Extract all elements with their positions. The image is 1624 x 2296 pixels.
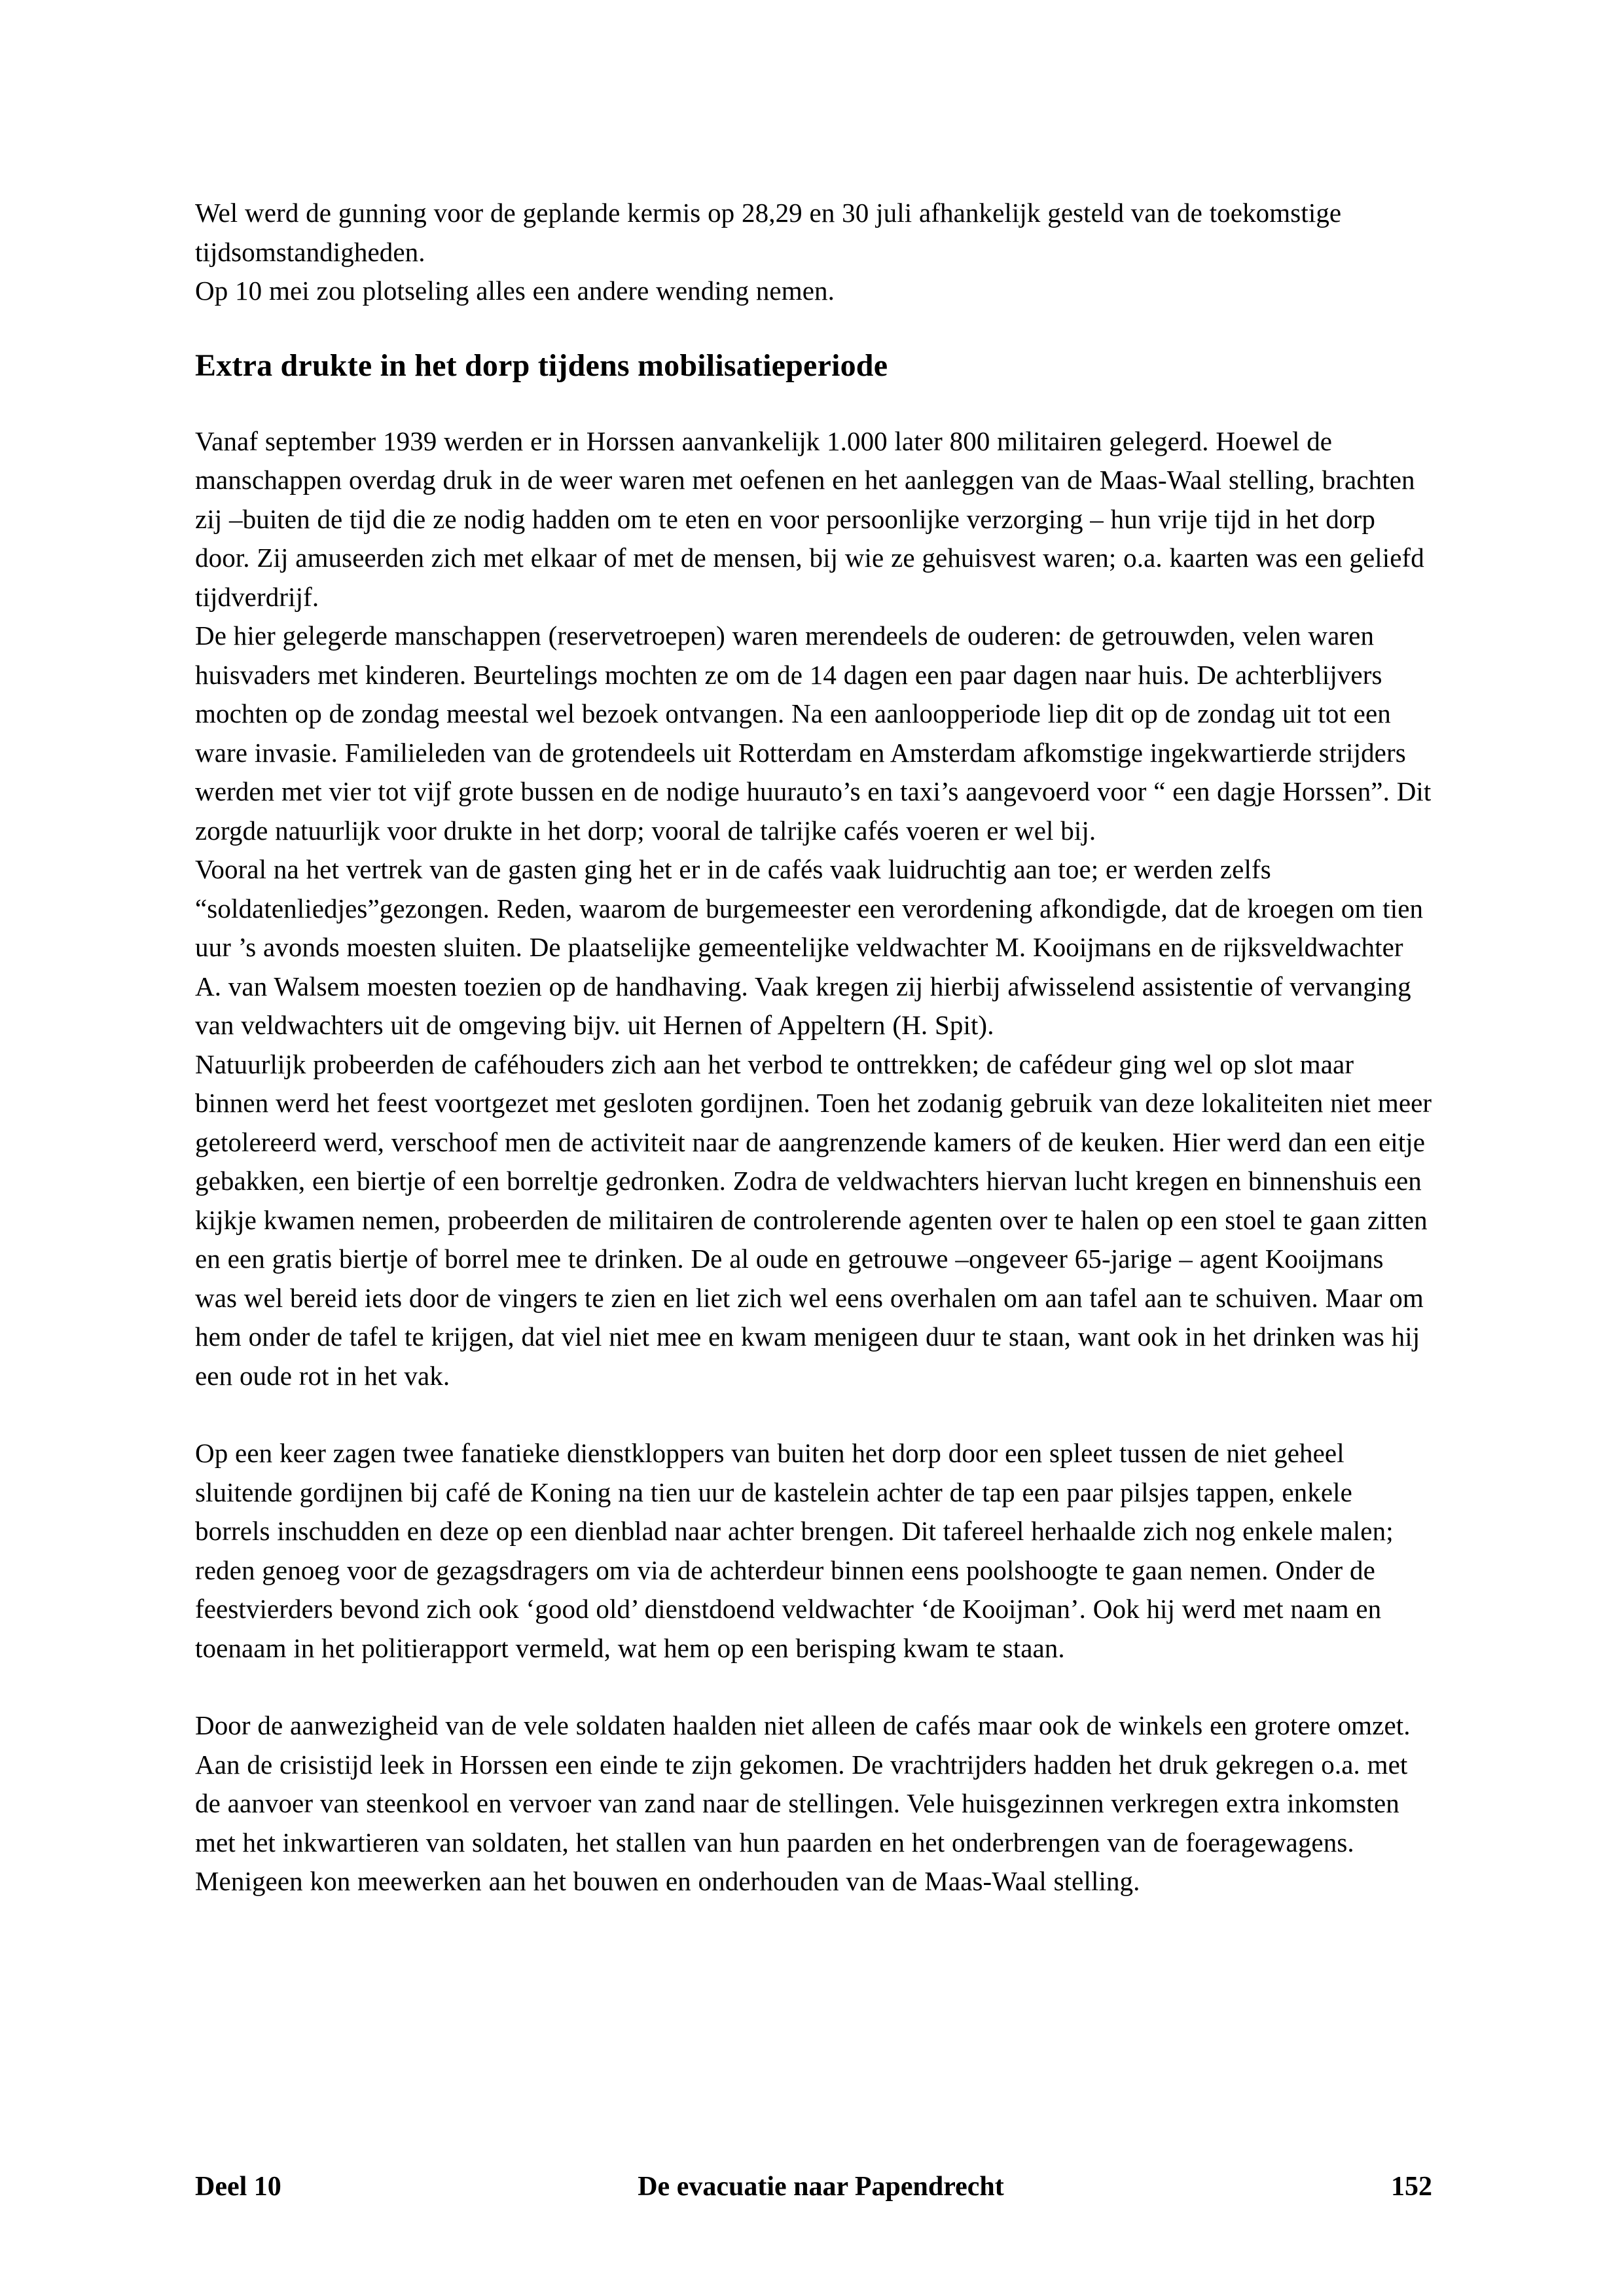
intro-line-2: Op 10 mei zou plotseling alles een andere wending nemen. xyxy=(195,276,835,306)
body-paragraph-4: Natuurlijk probeerden de caféhouders zich aan het verbod te onttrekken; de cafédeur ging wel op slot maar binnen werd het feest voortgezet met gesloten gordijnen. Toen het zodanig gebruik van deze lokaliteiten niet meer getolereerd werd, verschoof men de activiteit naar de aangrenzende kamers of de keuken. Hier werd dan een eitje gebakken, een biertje of een borreltje gedronken. Zodra de veldwachters hiervan lucht kregen en binnenshuis een kijkje kwamen nemen, probeerden de militairen de controlerende agenten over te halen op een stoel te gaan zitten en een gratis biertje of borrel mee te drinken. De al oude en getrouwe –ongeveer 65-jarige – agent Kooijmans was wel bereid iets door de vingers te zien en liet zich wel eens overhalen om aan tafel aan te schuiven. Maar om hem onder de tafel te krijgen, dat viel niet mee en kwam menigeen duur te staan, want ook in het drinken was hij een oude rot in het vak. xyxy=(195,1049,1432,1391)
footer-part-label: Deel 10 xyxy=(195,2172,281,2202)
body-paragraph-3: Vooral na het vertrek van de gasten ging het er in de cafés vaak luidruchtig aan toe; er werden zelfs “soldatenliedjes”gezongen. Reden, waarom de burgemeester een verordening afkondigde, dat de kroegen om tien uur ’s avonds moesten sluiten. De plaatselijke gemeentelijke veldwachter M. Kooijmans en de rijksveldwachter A. van Walsem moesten toezien op de handhaving. Vaak kregen zij hierbij afwisselend assistentie of vervanging van veldwachters uit de omgeving bijv. uit Hernen of Appeltern (H. Spit). xyxy=(195,854,1424,1040)
body-paragraph-2: De hier gelegerde manschappen (reservetroepen) waren merendeels de ouderen: de getrouwden, velen waren huisvaders met kinderen. Beurtelings mochten ze om de 14 dagen een paar dagen naar huis. De achterblijvers mochten op de zondag meestal wel bezoek ontvangen. Na een aanloopperiode liep dit op de zondag uit tot een ware invasie. Familieleden van de grotendeels uit Rotterdam en Amsterdam afkomstige ingekwartierde strijders werden met vier tot vijf grote bussen en de nodige huurauto’s en taxi’s aangevoerd voor “ een dagje Horssen”. Dit zorgde natuurlijk voor drukte in het dorp; vooral de talrijke cafés voeren er wel bij. xyxy=(195,620,1432,846)
paragraph-spacer-1 xyxy=(195,1395,1432,1434)
footer-page-number: 152 xyxy=(1391,2172,1432,2202)
footer-chapter-title: De evacuatie naar Papendrecht xyxy=(638,2172,1004,2202)
page-footer xyxy=(195,2170,1432,2204)
body-paragraph-1: Vanaf september 1939 werden er in Horssen aanvankelijk 1.000 later 800 militairen gelegerd. Hoewel de manschappen overdag druk in de weer waren met oefenen en het aanleggen van de Maas-Waal stelling, brachten zij –buiten de tijd die ze nodig hadden om te eten en voor persoonlijke verzorging – hun vrije tijd in het dorp door. Zij amuseerden zich met elkaar of met de mensen, bij wie ze gehuisvest waren; o.a. kaarten was een geliefd tijdverdrijf. xyxy=(195,425,1424,612)
paragraph-spacer-2 xyxy=(195,1668,1432,1706)
heading-spacer-top xyxy=(195,311,1432,347)
page-title: Extra drukte in het dorp tijdens mobilisatieperiode xyxy=(195,348,888,383)
intro-line-1: Wel werd de gunning voor de geplande kermis op 28,29 en 30 juli afhankelijk gesteld van de toekomstige tijdsomstandigheden. xyxy=(195,198,1342,267)
body-paragraph-5: Op een keer zagen twee fanatieke dienstkloppers van buiten het dorp door een spleet tussen de niet geheel sluitende gordijnen bij café de Koning na tien uur de kastelein achter de tap een paar pilsjes tappen, enkele borrels inschudden en deze op een dienblad naar achter brengen. Dit tafereel herhaalde zich nog enkele malen; reden genoeg voor de gezagsdragers om via de achterdeur binnen eens poolshoogte te gaan nemen. Onder de feestvierders bevond zich ook ‘good old’ dienstdoend veldwachter ‘de Kooijman’. Ook hij werd met naam en toenaam in het politierapport vermeld, wat hem op een berisping kwam te staan. xyxy=(195,1438,1394,1663)
heading-spacer-bottom xyxy=(195,385,1432,422)
body-paragraph-6: Door de aanwezigheid van de vele soldaten haalden niet alleen de cafés maar ook de winkels een grotere omzet. Aan de crisistijd leek in Horssen een einde te zijn gekomen. De vrachtrijders hadden het druk gekregen o.a. met de aanvoer van steenkool en vervoer van zand naar de stellingen. Vele huisgezinnen verkregen extra inkomsten met het inkwartieren van soldaten, het stallen van hun paarden en het onderbrengen van de foeragewagens. Menigeen kon meewerken aan het bouwen en onderhouden van de Maas-Waal stelling. xyxy=(195,1710,1411,1896)
page-content xyxy=(195,194,1432,1901)
